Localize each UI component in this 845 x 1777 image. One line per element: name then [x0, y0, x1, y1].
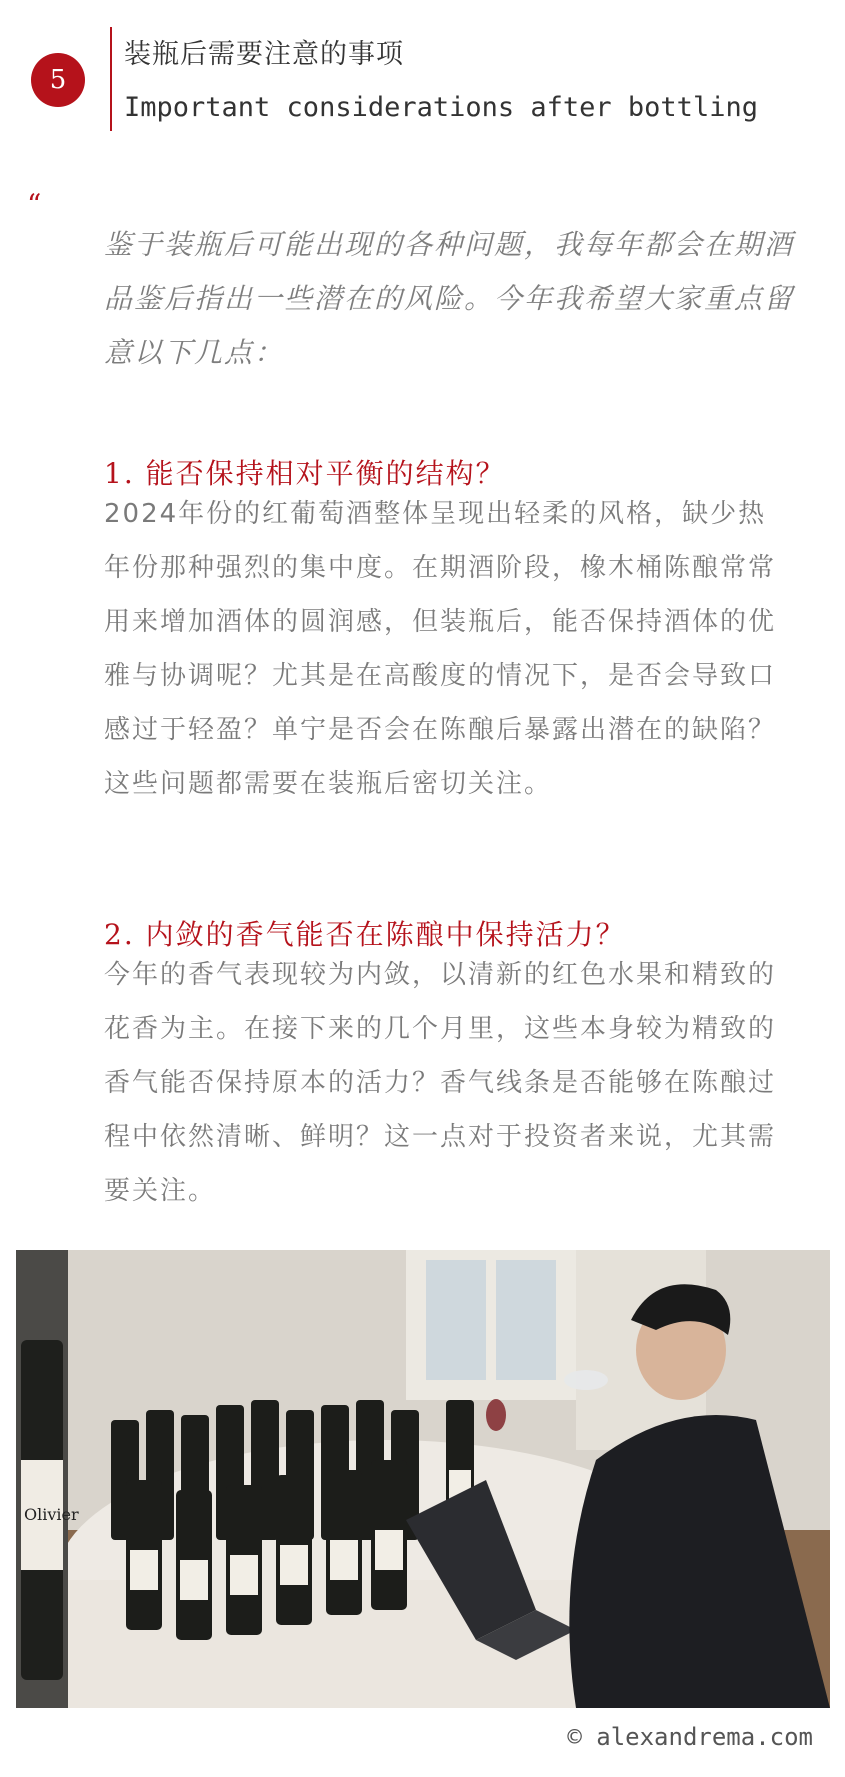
point-2-body: 今年的香气表现较为内敛，以清新的红色水果和精致的花香为主。在接下来的几个月里，这些本身较为精致的香气能否保持原本的活力？香气线条是否能够在陈酿过程中依然清晰、鲜明？这一点对于投资者来说，尤其需要关注。 — [104, 960, 777, 1206]
point-2-heading: 2. 内敛的香气能否在陈酿中保持活力？ — [104, 918, 626, 951]
section-number-badge: 5 — [31, 53, 85, 107]
intro-quote: 鉴于装瓶后可能出现的各种问题，我每年都会在期酒品鉴后指出一些潜在的风险。今年我希望大家重点留意以下几点： — [104, 228, 795, 369]
section-header — [0, 0, 845, 140]
wine-tasting-photo — [16, 1250, 830, 1708]
header-divider — [110, 27, 112, 131]
quote-mark-icon: “ — [27, 188, 42, 221]
bottle-label: Olivier — [24, 1505, 79, 1524]
point-1-heading: 1. 能否保持相对平衡的结构？ — [104, 457, 506, 490]
section-title-cn: 装瓶后需要注意的事项 — [124, 39, 404, 70]
photo-credit: © alexandrema.com — [567, 1723, 813, 1751]
wine-tasting-illustration — [16, 1250, 830, 1708]
section-title-en: Important considerations after bottling — [124, 92, 758, 123]
point-1-body: 2024年份的红葡萄酒整体呈现出轻柔的风格，缺少热年份那种强烈的集中度。在期酒阶段，橡木桶陈酿常常用来增加酒体的圆润感，但装瓶后，能否保持酒体的优雅与协调呢？尤其是在高酸度的情况下，是否会导致口感过于轻盈？单宁是否会在陈酿后暴露出潜在的缺陷？这些问题都需要在装瓶后密切关注。 — [104, 499, 777, 799]
